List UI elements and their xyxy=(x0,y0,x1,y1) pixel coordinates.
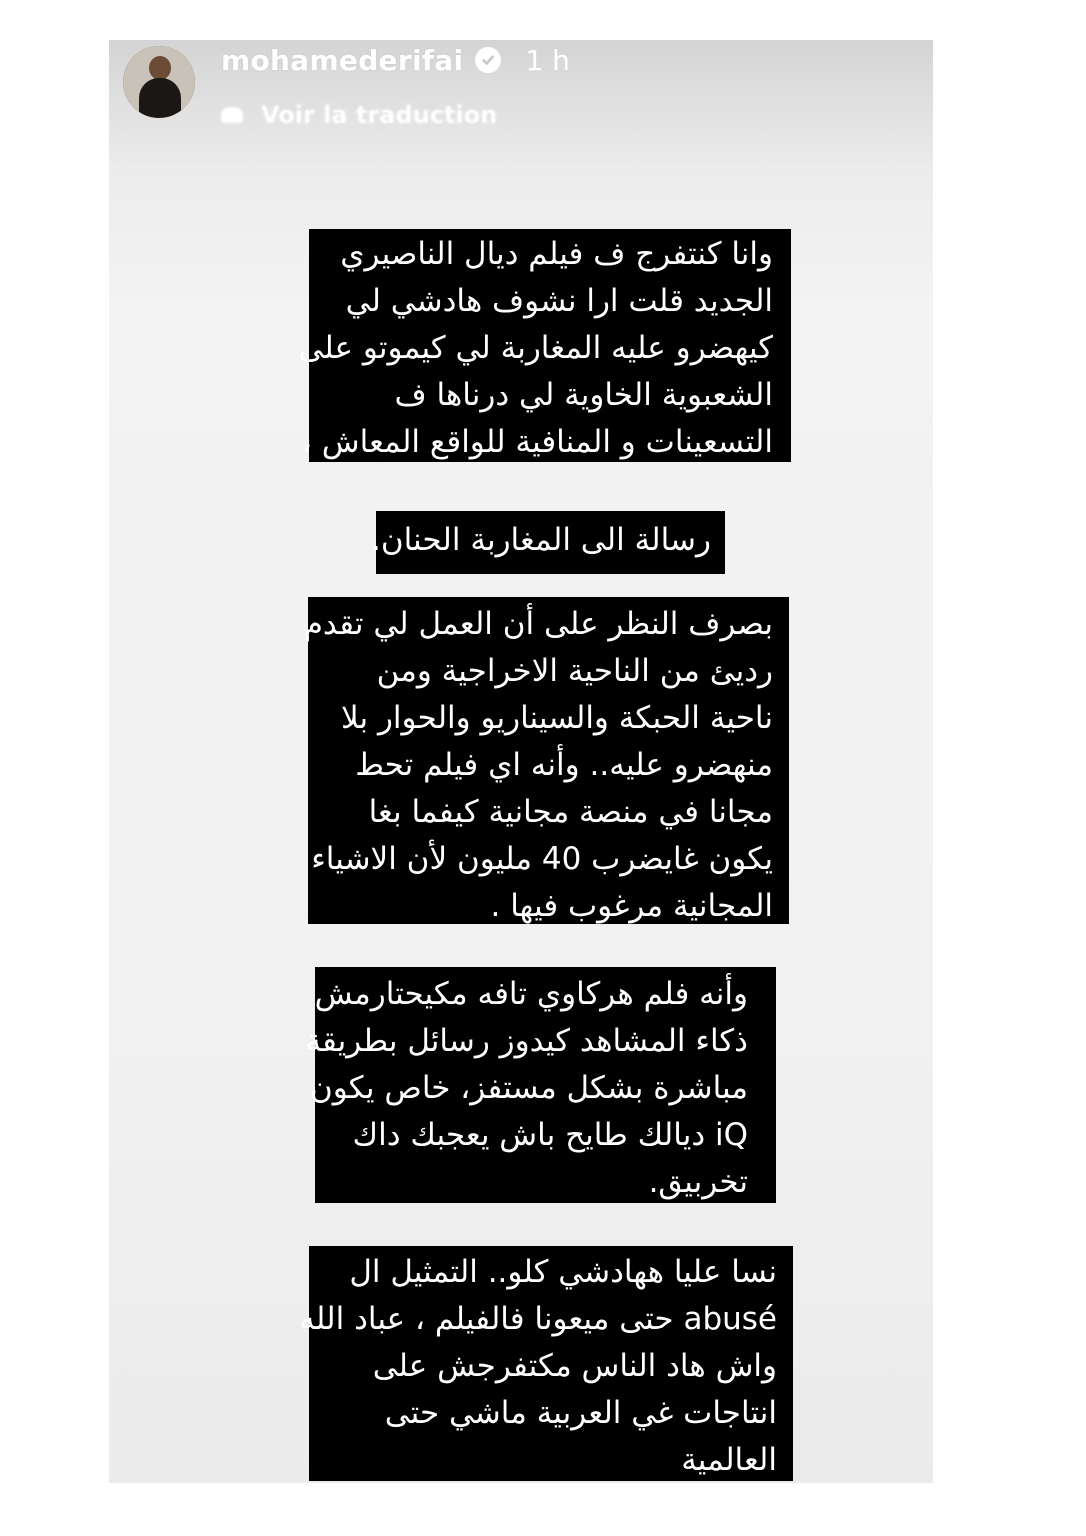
text-line: رديئ من الناحية الاخراجية ومن xyxy=(376,653,773,689)
text-line: نسا عليا ههادشي كلو.. التمثيل ال xyxy=(349,1254,777,1290)
translate-bubble-icon xyxy=(221,107,243,123)
text-block xyxy=(299,1246,793,1481)
translate-row[interactable] xyxy=(221,98,497,132)
story-frame xyxy=(109,40,933,1483)
text-line: واش هاد الناس مكتفرجش على xyxy=(372,1348,777,1384)
text-line: رسالة الى المغاربة الحنان. xyxy=(370,522,711,558)
translate-link[interactable]: Voir la traduction xyxy=(261,101,498,129)
text-line: وأنه فلم هركاوي تافه مكيحتارمش xyxy=(314,976,748,1012)
text-line: abusé حتى ميعونا فالفيلم ، عباد الله xyxy=(299,1301,777,1337)
text-line: بصرف النظر على أن العمل لي تقدم xyxy=(303,606,773,642)
text-line: الجديد قلت ارا نشوف هادشي لي xyxy=(345,283,773,319)
post-time: 1 h xyxy=(525,43,570,77)
text-line: وانا كنتفرج ف فيلم ديال الناصيري xyxy=(340,236,773,272)
text-line: iQ ديالك طايح باش يعجبك داك xyxy=(352,1117,748,1153)
text-block xyxy=(298,229,791,462)
text-block xyxy=(305,967,776,1203)
text-line: مباشرة بشكل مستفز، خاص يكون xyxy=(309,1070,748,1106)
avatar[interactable] xyxy=(123,46,195,118)
text-line: تخربيق. xyxy=(648,1164,748,1200)
text-line: الشعبوية الخاوية لي درناها ف xyxy=(394,377,773,413)
text-line: يكون غايضرب 40 مليون لأن الاشياء xyxy=(311,841,773,877)
text-line: ناحية الحبكة والسيناريو والحوار بلا xyxy=(340,700,773,736)
text-block xyxy=(370,511,725,574)
username-row xyxy=(221,40,570,80)
text-line: العالمية xyxy=(681,1442,777,1478)
story-header xyxy=(109,40,933,140)
text-line: المجانية مرغوب فيها . xyxy=(490,888,773,924)
username[interactable]: mohamederifai xyxy=(221,43,464,77)
text-block xyxy=(303,597,789,924)
text-line: انتاجات غي العربية ماشي حتى xyxy=(384,1395,777,1431)
verified-check-icon xyxy=(475,47,501,73)
text-line: التسعينات و المنافية للواقع المعاش ، xyxy=(301,424,773,460)
text-line: مجانا في منصة مجانية كيفما بغا xyxy=(368,794,773,830)
text-line: ذكاء المشاهد كيدوز رسائل بطريقة xyxy=(305,1023,748,1059)
text-line: كيهضرو عليه المغاربة لي كيموتو على xyxy=(298,330,773,366)
text-line: منهضرو عليه.. وأنه اي فيلم تحط xyxy=(355,747,773,783)
